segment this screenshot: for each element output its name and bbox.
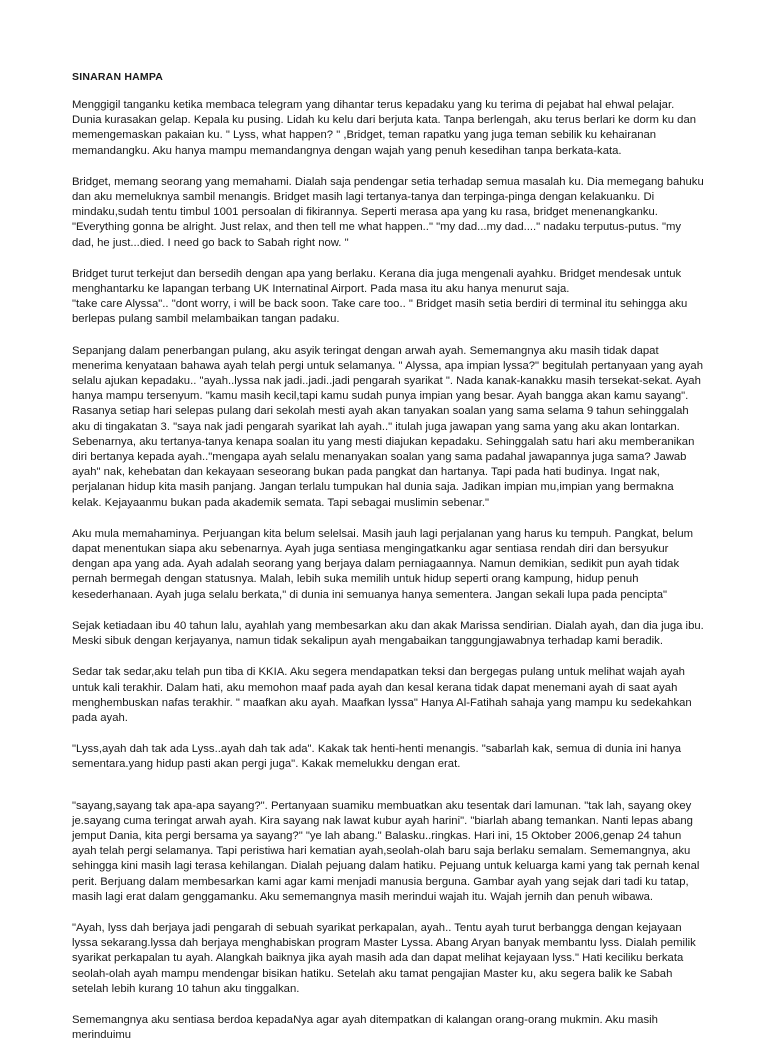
paragraph: "Lyss,ayah dah tak ada Lyss..ayah dah tak ada". Kakak tak henti-henti menangis. "sabarlah kak, semua di dunia ini hanya sementara.yang hidup pasti akan pergi juga". Kakak memelukku dengan erat. <box>72 743 682 771</box>
paragraph: Sememangnya aku sentiasa berdoa kepadaNya agar ayah ditempatkan di kalangan orang-orang mukmin. Aku masih merinduimu <box>72 1013 658 1042</box>
paragraph: Sedar tak sedar,aku telah pun tiba di KKIA. Aku segera mendapatkan teksi dan bergegas pulang untuk melihat wajah ayah untuk kali terakhir. Dalam hati, aku memohon maaf pada ayah dan kesal kerana tidak dapat menemani ayah di saat ayah menghembuskan nafas terakhir. " maafkan aku ayah. Maafkan lyssa" Hanya Al-Fatihah sahaja yang mampu ku sedekahkan pada ayah. <box>72 666 692 724</box>
paragraph: Sepanjang dalam penerbangan pulang, aku asyik teringat dengan arwah ayah. Sememangnya aku masih tidak dapat menerima kenyataan bahawa ayah telah pergi untuk selamanya. " Alyssa, apa impian lyssa?" begitulah pertanyaan yang ayah selalu ajukan kepadaku.. "ayah..lyssa nak jadi..jadi..jadi pengarah syarikat ". Nada kanak-kanakku masih tersekat-sekat. Ayah hanya mampu tersenyum. "kamu masih kecil,tapi kamu sudah punya impian yang besar. Ayah bangga akan kamu sayang". Rasanya setiap hari selepas pulang dari sekolah mesti ayah akan tanyakan soalan yang sama selama 9 tahun sehinggalah aku di tingakatan 3. "saya nak jadi pengarah syarikat lah ayah.." itulah juga jawapan yang sama yang aku akan lontarkan. Sebenarnya, aku tertanya-tanya kenapa soalan itu yang mesti diajukan kepadaku. Sehinggalah satu hari aku memberanikan diri bertanya kepada ayah.."mengapa ayah selalu menanyakan soalan yang sama padahal jawapannya juga sama? Jawab ayah" nak, kehebatan dan kekayaan seseorang bukan pada pangkat dan hartanya. Tapi pada hati budinya. Ingat nak, perjalanan hidup kita masih panjang. Jangan terlalu tumpukan hal dunia saja. Jadikan impian mu,impian yang bermakna kelak. Kejayaanmu bukan pada akademik semata. Tapi sebagai muslimin sebenar." <box>72 344 703 509</box>
paragraph: "Ayah, lyss dah berjaya jadi pengarah di sebuah syarikat perkapalan, ayah.. Tentu ayah turut berbangga dengan kejayaan lyssa sekarang.lyssa dah berjaya menghabiskan program Master Lyssa. Abang Aryan banyak membantu lyss. Dialah pemilik syarikat perkapalan tu ayah. Alangkah baiknya jika ayah masih ada dan dapat melihat kejayaan lyss." Hati keciliku berkata seolah-olah ayah mampu mendengar bisikan hatiku. Setelah aku tamat pengajian Master ku, aku segera balik ke Sabah setelah lebih kurang 10 tahun aku tinggalkan. <box>72 921 696 995</box>
paragraph: "take care Alyssa".. "dont worry, i will be back soon. Take care too.. " Bridget masih setia berdiri di terminal itu sehingga aku berlepas pulang sambil melambaikan tangan padaku. <box>72 298 688 326</box>
paragraph: Menggigil tanganku ketika membaca telegram yang dihantar terus kepadaku yang ku terima di pejabat hal ehwal pelajar. Dunia kurasakan gelap. Kepala ku pusing. Lidah ku kelu dari berjuta kata. Tanpa berlengah, aku terus berlari ke dorm ku dan memengemaskan pakaian ku. " Lyss, what happen? " ,Bridget, teman rapatku yang juga teman sebilik ku kehairanan memandangku. Aku hanya mampu memandangnya dengan wajah yang penuh kesedihan tanpa berkata-kata. <box>72 99 697 157</box>
paragraph: Sejak ketiadaan ibu 40 tahun lalu, ayahlah yang membesarkan aku dan akak Marissa sendirian. Dialah ayah, dan dia juga ibu. Meski sibuk dengan kerjayanya, namun tidak sekalipun ayah mengabaikan tanggungjawabnya terhadap kami beradik. <box>72 619 704 648</box>
paragraph: "sayang,sayang tak apa-apa sayang?". Pertanyaan suamiku membuatkan aku tesentak dari lamunan. "tak lah, sayang okey je.sayang cuma teringat arwah ayah. Kira sayang nak lawat kubur ayah harini". "biarlah abang temankan. Nanti lepas abang jemput Dania, kita pergi bersama ya sayang?" "ye lah abang." Balasku..ringkas. Hari ini, 15 Oktober 2006,genap 24 tahun ayah telah pergi selamanya. Tapi peristiwa hari kematian ayah,seolah-olah baru saja berlaku semalam. Sememangnya, aku sehingga kini masih lagi terasa kehilangan. Dialah pejuang dalam hatiku. Pejuang untuk keluarga kami yang tak pernah kenal perit. Berjuang dalam membesarkan kami agar kami menjadi manusia berguna. Gambar ayah yang sejak dari tadi ku tatap, masih lagi erat dalam genggamanku. Aku sememangnya masih merindui wajah itu. Wajah jernih dan penuh wibawa. <box>72 799 700 903</box>
paragraph: Bridget, memang seorang yang memahami. Dialah saja pendengar setia terhadap semua masalah ku. Dia memegang bahuku dan aku memeluknya sambil menangis. Bridget masih lagi tertanya-tanya dan terpinga-pinga dengan kelakuanku. Di mindaku,sudah tentu timbul 1001 persoalan di fikirannya. Seperti merasa apa yang ku rasa, bridget menenangkanku. "Everything gonna be alright. Just relax, and then tell me what happen.." "my dad...my dad...." nadaku terputus-putus. "my dad, he just...died. I need go back to Sabah right now. " <box>72 175 704 249</box>
paragraph: Bridget turut terkejut dan bersedih dengan apa yang berlaku. Kerana dia juga mengenali ayahku. Bridget mendesak untuk menghantarku ke lapangan terbang UK Internatinal Airport. Pada masa itu aku hanya menurut saja. <box>72 267 682 296</box>
document-page <box>72 64 704 1059</box>
paragraph: Aku mula memahaminya. Perjuangan kita belum selelsai. Masih jauh lagi perjalanan yang harus ku tempuh. Pangkat, belum dapat menentukan siapa aku sebenarnya. Ayah juga sentiasa mengingatkanku agar sentiasa rendah diri dan bersyukur dengan apa yang ada. Ayah adalah seorang yang berjaya dalam perniagaannya. Namun demikian, sedikit pun ayah tidak pernah bermegah dengan statusnya. Malah, lebih suka memilih untuk hidup seperti orang kampung, hidup penuh kesederhanaan. Ayah juga selalu berkata," di dunia ini semuanya hanya sementera. Jangan sekali lupa pada pencipta" <box>72 527 694 601</box>
document-title: SINARAN HAMPA <box>72 71 164 83</box>
